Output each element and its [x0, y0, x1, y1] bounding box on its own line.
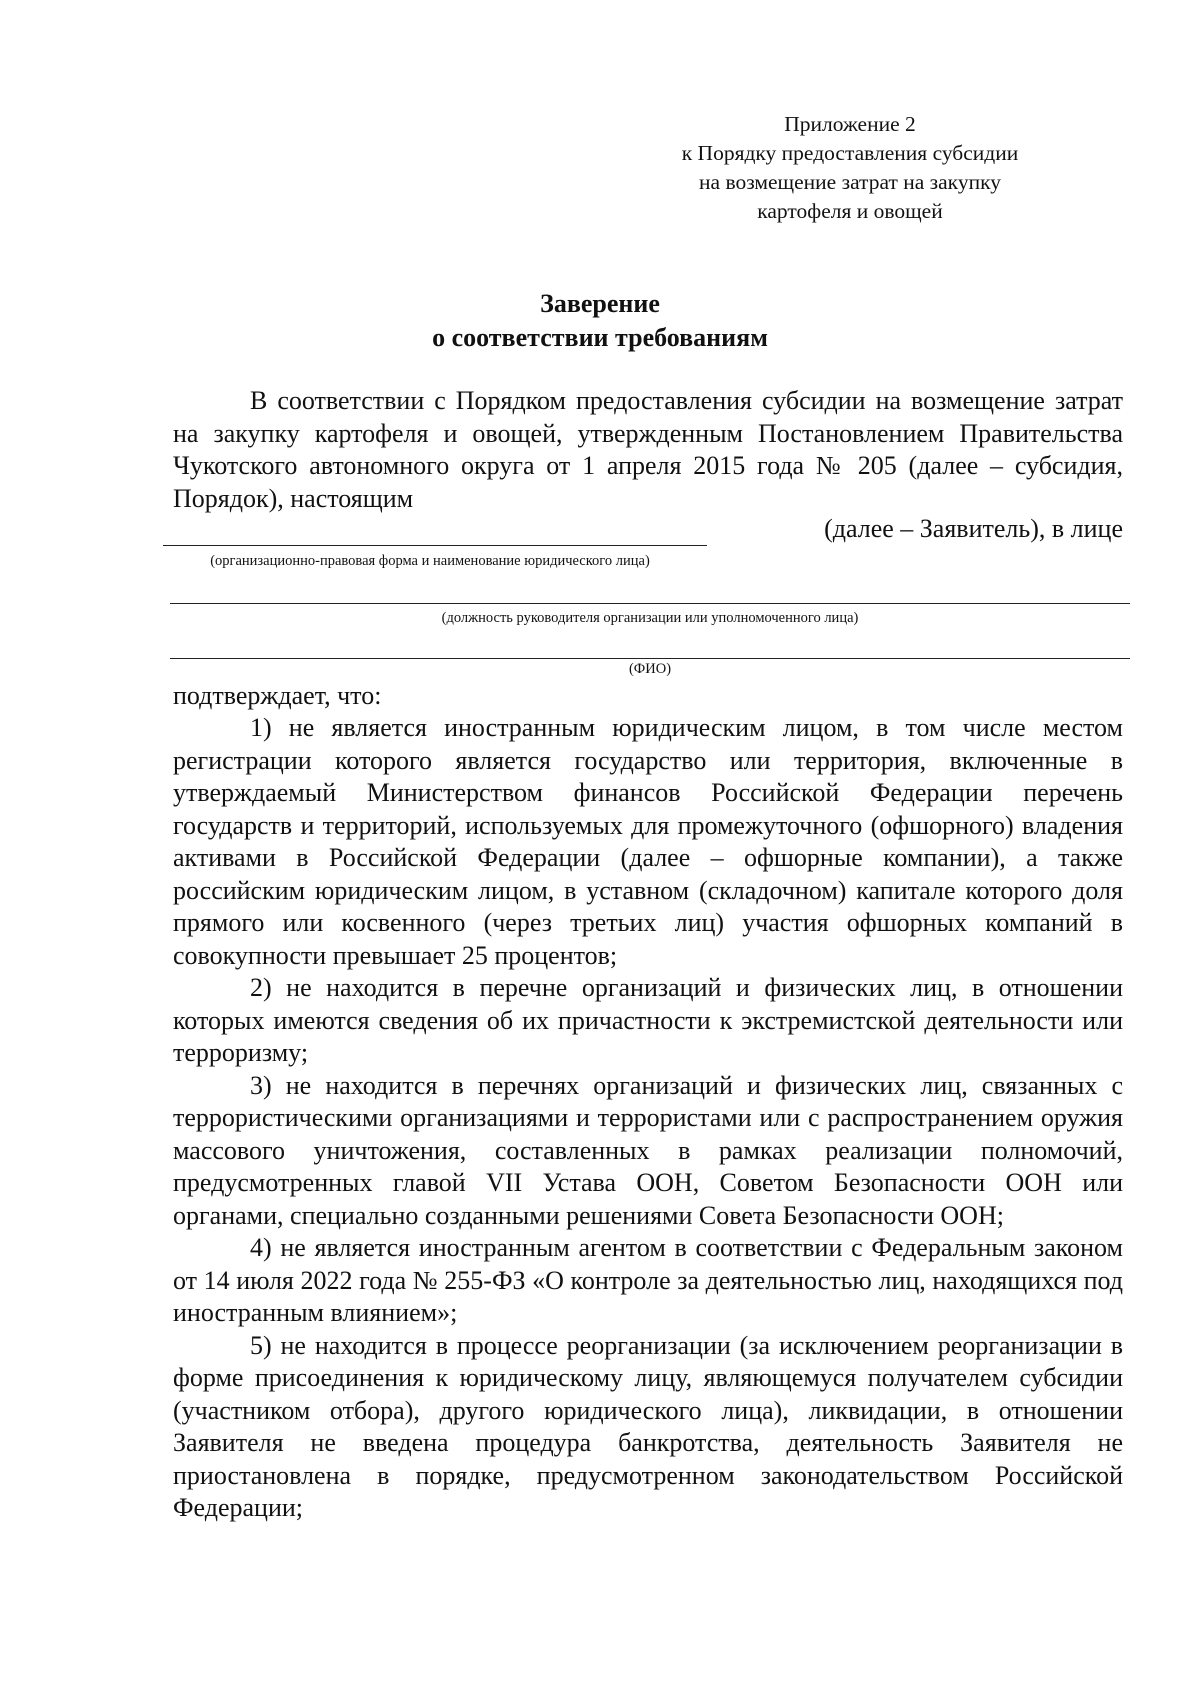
list-item: 4) не является иностранным агентом в соответствии с Федеральным законом от 14 июля 2022 года № 255-ФЗ «О контроле за деятельностью лиц, находящихся под иностранным влиянием»;	[173, 1233, 1123, 1327]
org-name-blank-line[interactable]	[163, 545, 707, 546]
fio-caption: (ФИО)	[628, 661, 672, 677]
org-caption: (организационно-правовая форма и наименование юридического лица)	[210, 553, 650, 569]
list-item: 1) не является иностранным юридическим лицом, в том числе местом регистрации которого является государство или территория, включенные в утверждаемый Министерством финансов Российской Федерации перечень государств и территорий, используемых для промежуточного (офшорного) владения активами в Российской Федерации (далее – офшорные компании), а также российским юридическим лицом, в уставном (складочном) капитале которого доля прямого или косвенного (через третьих лиц) участия офшорных компаний в совокупности превышает 25 процентов;	[173, 713, 1123, 970]
appendix-reference-line: картофеля и овощей	[757, 199, 943, 223]
intro-paragraph	[173, 385, 1123, 515]
appendix-number: Приложение 2	[784, 112, 916, 136]
applicant-line	[173, 513, 1123, 547]
position-caption: (должность руководителя организации или уполномоченного лица)	[441, 610, 859, 626]
title-line-2: о соответствии требованиям	[432, 323, 768, 352]
intro-text: В соответствии с Порядком предоставления субсидии на возмещение затрат на закупку картофеля и овощей, утвержденным Постановлением Правительства Чукотского автономного округа от 1 апреля 2015 года № 205 (далее – субсидия, Порядок), настоящим	[173, 386, 1123, 513]
requirements-list	[173, 712, 1123, 1525]
list-item: 3) не находится в перечнях организаций и физических лиц, связанных с террористическими организациями и террористами или с распространением оружия массового уничтожения, составленных в рамках реализации полномочий, предусмотренных главой VII Устава ООН, Советом Безопасности ООН или органами, специально созданными решениями Совета Безопасности ООН;	[173, 1070, 1123, 1230]
title-line-1: Заверение	[540, 289, 660, 318]
confirms-text: подтверждает, что:	[173, 681, 382, 710]
list-item: 5) не находится в процессе реорганизации (за исключением реорганизации в форме присоединения к юридическому лицу, являющемуся получателем субсидии (участником отбора), другого юридического лица), ликвидации, в отношении Заявителя не введена процедура банкротства, деятельность Заявителя не приостановлена в порядке, предусмотренном законодательством Российской Федерации;	[173, 1330, 1123, 1522]
appendix-reference-line: к Порядку предоставления субсидии	[681, 141, 1019, 165]
list-item: 2) не находится в перечне организаций и физических лиц, в отношении которых имеются сведения об их причастности к экстремистской деятельности или терроризму;	[173, 973, 1123, 1067]
applicant-line-text: (далее – Заявитель), в лице	[824, 514, 1123, 543]
document-title	[0, 287, 1200, 355]
appendix-reference-line: на возмещение затрат на закупку	[699, 170, 1001, 194]
fio-blank-line[interactable]	[170, 658, 1130, 659]
position-blank-line[interactable]	[170, 603, 1130, 604]
appendix-header	[620, 110, 1080, 226]
